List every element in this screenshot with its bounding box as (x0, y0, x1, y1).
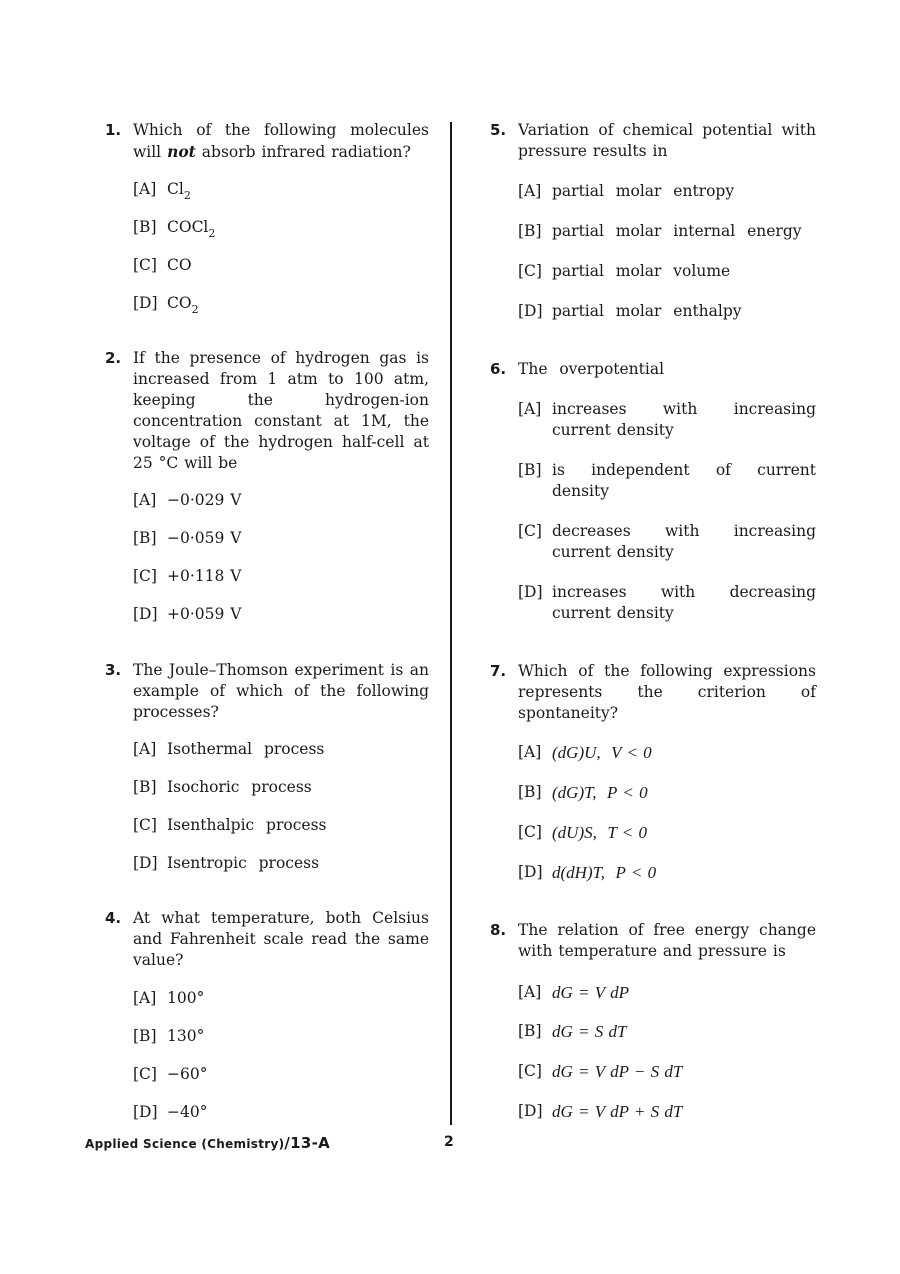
option-8b: [B] dG = S dT (518, 1022, 627, 1041)
question-number: 7. (490, 662, 507, 680)
option-4a: [A] 100° (133, 989, 205, 1007)
option-2b: [B] −0·059 V (133, 529, 242, 547)
option-8c: [C] dG = V dP − S dT (518, 1062, 683, 1081)
option-1d: [D] $CO_2$ (133, 294, 199, 316)
option-8d: [D] dG = V dP + S dT (518, 1102, 683, 1121)
option-7a: [A] (dG)U, V < 0 (518, 743, 652, 762)
footer-subject (85, 1134, 330, 1152)
question-text: Which of the following expressions represents the criterion of spontaneity? (518, 662, 816, 722)
column-divider (450, 122, 452, 1125)
option-7b: [B] (dG)T, P < 0 (518, 783, 648, 802)
option-4d: [D] −40° (133, 1103, 208, 1121)
option-5c: [C] partial molar volume (518, 262, 731, 280)
question-text: Variation of chemical potential with pressure results in (518, 121, 816, 160)
question-1 (105, 120, 429, 163)
question-text: The Joule–Thomson experiment is an example of which of the following processes? (133, 661, 429, 721)
question-2 (105, 348, 429, 474)
question-7 (490, 661, 816, 724)
footer-subject-code: /13-A (284, 1134, 331, 1152)
question-number: 5. (490, 121, 507, 139)
question-3 (105, 660, 429, 723)
question-number: 1. (105, 121, 122, 139)
page-number: 2 (444, 1134, 454, 1150)
option-3d: [D] Isentropic process (133, 854, 320, 872)
option-1c: [C] CO (133, 256, 192, 274)
option-2d: [D] +0·059 V (133, 605, 242, 623)
question-number: 6. (490, 360, 507, 378)
option-3b: [B] Isochoric process (133, 778, 312, 796)
option-4c: [C] −60° (133, 1065, 208, 1083)
option-6b: [B] is independent of current density (518, 461, 816, 500)
emphasis-not: not (167, 142, 196, 161)
option-5d: [D] partial molar enthalpy (518, 302, 742, 320)
option-8a: [A] dG = V dP (518, 983, 629, 1002)
option-2a: [A] −0·029 V (133, 491, 242, 509)
option-7c: [C] (dU)S, T < 0 (518, 823, 647, 842)
option-1b: [B] COCl$_2$ (133, 218, 216, 240)
question-text: If the presence of hydrogen gas is increased from 1 atm to 100 atm, keeping the hydrogen-ion concentration constant at 1M, the voltage of the hydrogen half-cell at 25 °C will be (133, 349, 429, 472)
option-6a: [A] increases with increasing current density (518, 400, 816, 439)
question-text: Which of the following molecules will not absorb infrared radiation? (133, 121, 429, 161)
question-number: 4. (105, 909, 122, 927)
question-number: 8. (490, 921, 507, 939)
footer-subject-name: Applied Science (Chemistry) (85, 1137, 285, 1151)
question-4 (105, 908, 429, 971)
question-text: The relation of free energy change with temperature and pressure is (518, 921, 816, 960)
question-5 (490, 120, 816, 162)
option-6c: [C] decreases with increasing current density (518, 522, 816, 561)
option-7d: [D] d(dH)T, P < 0 (518, 863, 657, 882)
question-text: At what temperature, both Celsius and Fahrenheit scale read the same value? (133, 909, 429, 969)
question-number: 3. (105, 661, 122, 679)
question-text: The overpotential (518, 360, 665, 378)
option-2c: [C] +0·118 V (133, 567, 242, 585)
option-5a: [A] partial molar entropy (518, 182, 735, 200)
option-6d: [D] increases with decreasing current density (518, 583, 816, 622)
option-3c: [C] Isenthalpic process (133, 816, 327, 834)
question-number: 2. (105, 349, 122, 367)
option-1a: [A] $Cl_2$ (133, 180, 191, 202)
option-5b: [B] partial molar internal energy (518, 222, 802, 240)
question-8 (490, 920, 816, 962)
question-6 (490, 359, 816, 380)
option-3a: [A] Isothermal process (133, 740, 325, 758)
option-4b: [B] 130° (133, 1027, 205, 1045)
